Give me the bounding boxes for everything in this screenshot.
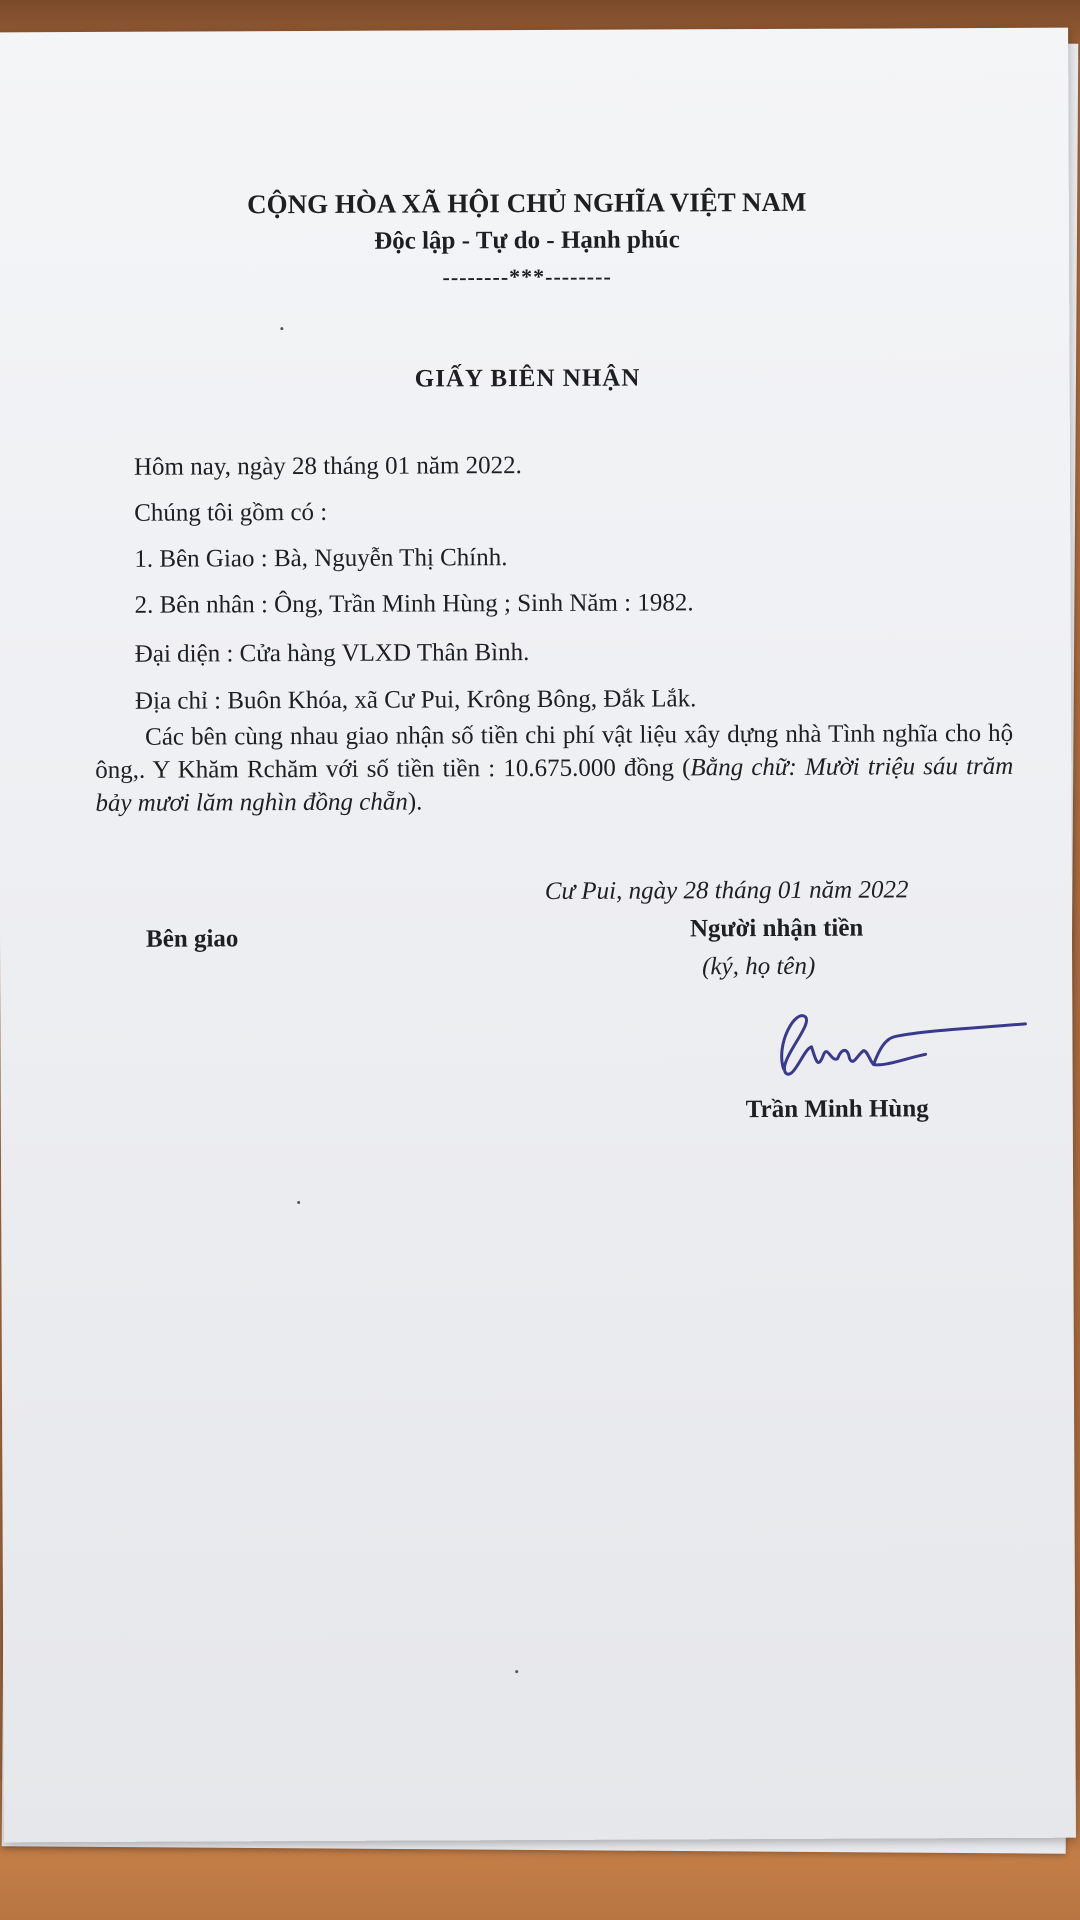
country-heading: CỘNG HÒA XÃ HỘI CHỦ NGHĨA VIỆT NAM — [247, 186, 807, 220]
document-title: GIẤY BIÊN NHẬN — [414, 364, 641, 393]
paper-speck — [280, 327, 283, 330]
receiver-signature — [755, 988, 1035, 1089]
body-paragraph — [95, 717, 1013, 820]
intro-date-line: Hôm nay, ngày 28 tháng 01 năm 2022. — [133, 452, 522, 481]
giver-signature-label: Bên giao — [145, 925, 239, 953]
paper-speck — [515, 1670, 518, 1673]
receipt-document — [0, 28, 1076, 1843]
motto-heading: Độc lập - Tự do - Hạnh phúc — [374, 226, 680, 255]
party-giver-line: 1. Bên Giao : Bà, Nguyễn Thị Chính. — [134, 544, 508, 573]
party-receiver-line: 2. Bên nhân : Ông, Trần Minh Hùng ; Sinh Năm : 1982. — [134, 589, 694, 619]
representative-line: Đại diện : Cửa hàng VLXD Thân Bình. — [134, 639, 530, 668]
address-line: Địa chỉ : Buôn Khóa, xã Cư Pui, Krông Bông, Đắk Lắk. — [134, 685, 697, 715]
intro-members-line: Chúng tôi gồm có : — [134, 498, 328, 527]
body-text: Các bên cùng nhau giao nhận số tiền chi phí vật liệu xây dựng nhà Tình nghĩa cho hộ ông,. Y Khăm Rchăm với số tiền tiền : 10.675.000 đồng ( — [95, 719, 1014, 784]
body-closing: ). — [407, 788, 423, 816]
header-separator: --------***-------- — [442, 263, 612, 290]
paper-speck — [297, 1201, 300, 1204]
place-and-date: Cư Pui, ngày 28 tháng 01 năm 2022 — [544, 876, 909, 905]
receiver-signature-note: (ký, họ tên) — [702, 952, 816, 981]
receiver-signature-label: Người nhận tiền — [689, 914, 864, 943]
amount-in-words: Bằng chữ: Mười triệu sáu trăm bảy mươi lăm nghìn đồng chẵn — [95, 752, 1014, 817]
receiver-name: Trần Minh Hùng — [745, 1095, 929, 1124]
